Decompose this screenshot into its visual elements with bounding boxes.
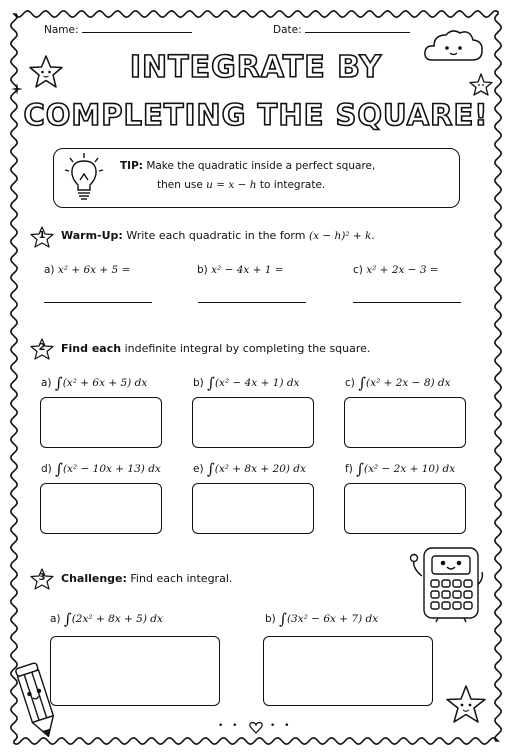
answer-box-3a[interactable] [50, 636, 220, 706]
answer-line-1a[interactable] [44, 302, 152, 303]
smiling-star-bottom-icon [444, 684, 488, 726]
date-field[interactable] [273, 24, 410, 36]
section-3-title: Challenge: [61, 572, 127, 585]
section-1-instruction: Write each quadratic in the form [126, 229, 306, 242]
section-2-title: Find each [61, 342, 122, 355]
lightbulb-icon [62, 150, 106, 204]
footer-dots-right: • • [270, 721, 293, 731]
problem-2e: e) ∫(x² + 8x + 20) dx [193, 460, 306, 478]
problem-2d: d) ∫(x² − 10x + 13) dx [41, 460, 161, 478]
answer-box-2f[interactable] [344, 483, 466, 534]
section-3-number: 3 [38, 572, 46, 583]
smiling-calculator-icon [402, 546, 492, 624]
name-field[interactable] [44, 24, 192, 36]
tip-label: TIP: [120, 160, 143, 172]
problem-2b: b) ∫(x² − 4x + 1) dx [193, 374, 300, 392]
answer-box-2a[interactable] [40, 397, 162, 448]
tip-text-2-suffix: to integrate. [259, 179, 326, 191]
tip-text-2-prefix: then use [157, 179, 203, 191]
answer-line-1b[interactable] [198, 302, 306, 303]
section-2-number: 2 [38, 342, 46, 353]
problem-3b: b) ∫(3x² − 6x + 7) dx [265, 610, 379, 628]
problem-2f: f) ∫(x² − 2x + 10) dx [345, 460, 456, 478]
title-line-2: COMPLETING THE SQUARE! [23, 98, 489, 132]
problem-1a: a) x² + 6x + 5 = [44, 264, 131, 276]
problem-2c: c) ∫(x² + 2x − 8) dx [345, 374, 451, 392]
problem-1c: c) x² + 2x − 3 = [353, 264, 439, 276]
section-1-heading [61, 229, 375, 242]
name-line[interactable] [82, 32, 192, 33]
tip-box [53, 148, 460, 208]
tip-line-2 [157, 179, 325, 191]
title-line-1: INTEGRATE BY [129, 50, 383, 85]
section-1-form: (x − h)² + k. [308, 230, 375, 242]
answer-box-2c[interactable] [344, 397, 466, 448]
section-1-title: Warm-Up: [61, 229, 123, 242]
footer-dots-left: • • [218, 721, 241, 731]
problem-3a: a) ∫(2x² + 8x + 5) dx [50, 610, 163, 628]
section-3-heading [61, 572, 232, 585]
answer-box-3b[interactable] [263, 636, 433, 706]
answer-box-2d[interactable] [40, 483, 162, 534]
heart-icon [249, 721, 263, 734]
answer-box-2e[interactable] [192, 483, 314, 534]
section-2-instruction: indefinite integral by completing the square. [124, 342, 371, 355]
section-1-number: 1 [38, 230, 46, 241]
tip-line-1 [120, 160, 375, 172]
tip-text-1: Make the quadratic inside a perfect square, [146, 160, 376, 172]
section-2-heading [61, 342, 370, 355]
date-label: Date: [273, 24, 302, 36]
answer-box-2b[interactable] [192, 397, 314, 448]
smiling-pencil-icon [14, 660, 60, 742]
section-3-instruction: Find each integral. [130, 572, 233, 585]
problem-1b: b) x² − 4x + 1 = [197, 264, 284, 276]
tip-substitution: u = x − h [206, 179, 257, 191]
date-line[interactable] [305, 32, 410, 33]
problem-2a: a) ∫(x² + 6x + 5) dx [41, 374, 148, 392]
name-label: Name: [44, 24, 79, 36]
answer-line-1c[interactable] [353, 302, 461, 303]
